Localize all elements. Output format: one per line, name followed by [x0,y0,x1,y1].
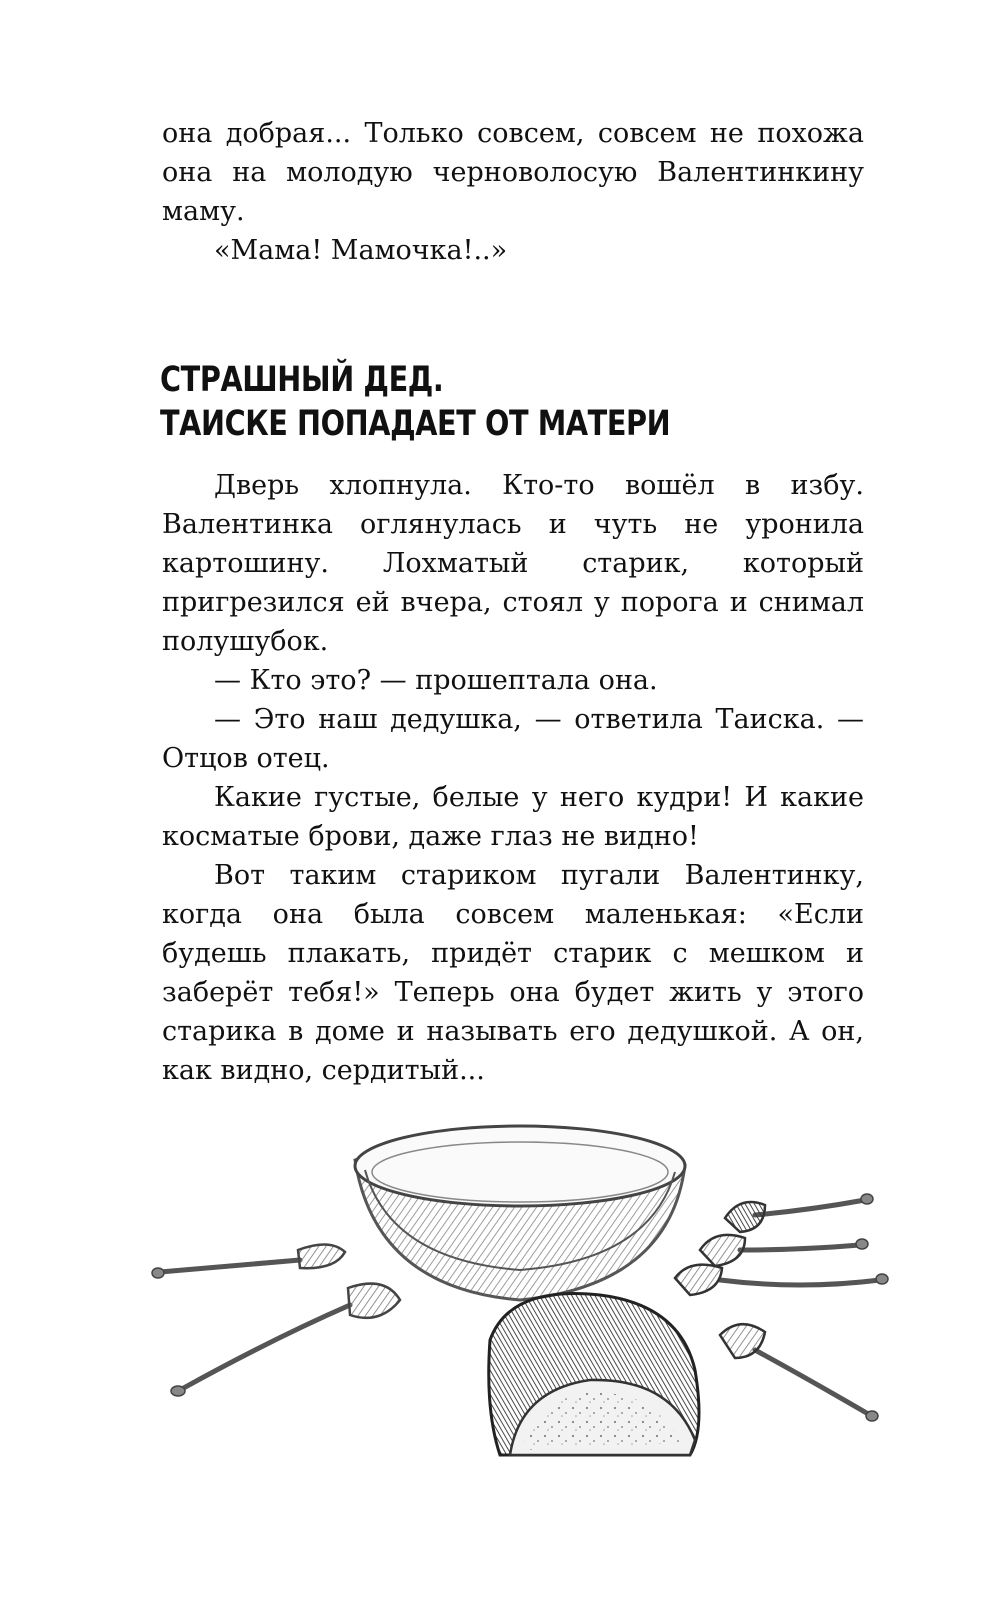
bread-loaf [489,1293,699,1455]
spoon-right-4 [720,1324,878,1421]
chapter-title-line-1: СТРАШНЫЙ ДЕД. [160,360,444,400]
chapter-title-line-2: ТАИСКЕ ПОПАДАЕТ ОТ МАТЕРИ [160,404,671,444]
dialogue-line: — Это наш дедушка, — ответила Таиска. — Отцов отец. [162,704,864,774]
intro-exclamation: «Мама! Мамочка!..» [214,235,508,266]
spoon-right-3 [675,1265,888,1295]
bowl-spoons-bread-illustration [150,1110,890,1470]
spoon-left-long [152,1244,345,1278]
body-paragraph: Дверь хлопнула. Кто-то вошёл в избу. Валентинка оглянулась и чуть не уронила картошину. Лохматый старик, который пригрезился ей вчера, стоял у порога и снимал полушубок. [162,470,864,657]
wooden-bowl [355,1126,685,1300]
spoon-right-1 [725,1194,873,1232]
spoon-left-short [171,1284,400,1396]
chapter-body [162,466,864,1090]
body-paragraph: Вот таким стариком пугали Валентинку, когда она была совсем маленькая: «Если будешь плакать, придёт старик с мешком и заберёт тебя!» Теперь она будет жить у этого старика в доме и называть его дедушкой. А он, как видно, сердитый... [162,860,864,1086]
intro-text [162,114,864,270]
dialogue-line: — Кто это? — прошептала она. [214,665,658,696]
chapter-title [160,358,670,446]
intro-paragraph: она добрая... Только совсем, совсем не похожа она на молодую черноволосую Валентинкину маму. [162,118,864,227]
spoon-right-2 [700,1235,868,1266]
body-paragraph: Какие густые, белые у него кудри! И какие косматые брови, даже глаз не видно! [162,782,864,852]
